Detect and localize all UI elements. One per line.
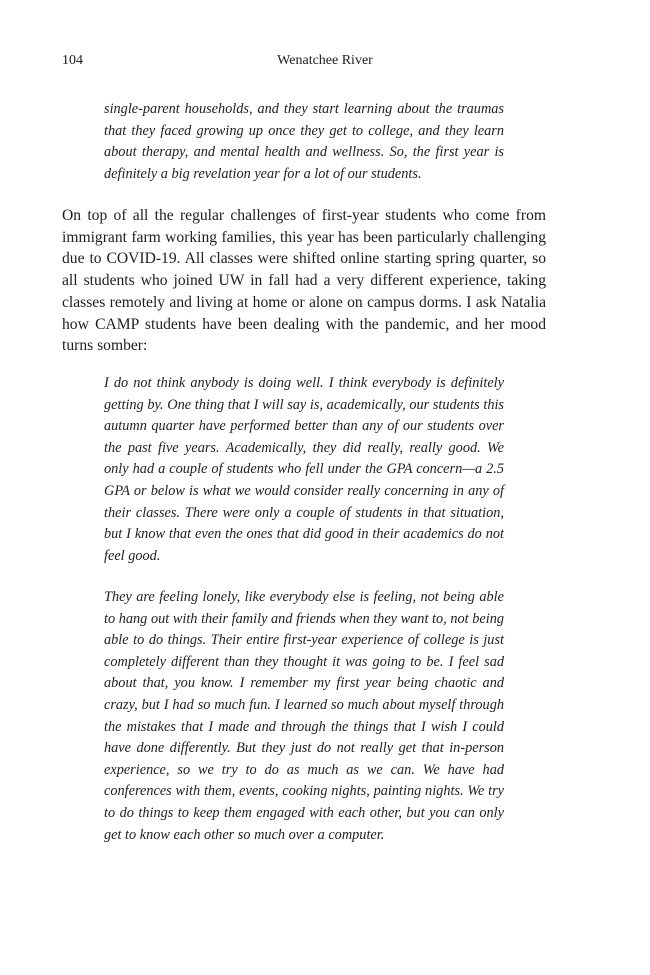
block-quote-natalia-2: They are feeling lonely, like everybody else is feeling, not being able to hang out with their family and friends when they want to, not being able to do things. Their entire first-year experience of college is just completely different than they thought it was going to be. I feel sad about that, you know. I remember my first year being chaotic and crazy, but I had so much fun. I learned so much about myself through the mistakes that I made and through the things that I wish I could have done differently. But they just do not really get that in-person experience, so we try to do as much as we can. We have had conferences with them, events, cooking nights, painting nights. We try to do things to keep them engaged with each other, but you can only get to know each other so much over a computer. bbox=[104, 589, 504, 843]
block-quote-continued: single-parent households, and they start learning about the traumas that they faced growing up once they get to college, and they learn about therapy, and mental health and wellness. So, the first year is definitely a big revelation year for a lot of our students. bbox=[104, 101, 504, 182]
block-quote-natalia-1: I do not think anybody is doing well. I think everybody is definitely getting by. One thing that I will say is, academically, our students this autumn quarter have performed better than any of our students over the past five years. Academically, they did really, really good. We only had a couple of students who fell under the GPA concern—a 2.5 GPA or below is what we would consider really concerning in any of their classes. There were only a couple of students in that situation, but I know that even the ones that did good in their academics do not feel good. bbox=[104, 375, 504, 564]
page-number: 104 bbox=[62, 53, 83, 68]
running-title: Wenatchee River bbox=[277, 53, 373, 68]
body-paragraph: On top of all the regular challenges of first-year students who come from immigrant farm working families, this year has been particularly challenging due to COVID-19. All classes were shifted online starting spring quarter, so all students who joined UW in fall had a very different experience, taking classes remotely and living at home or alone on campus dorms. I ask Natalia how CAMP students have been dealing with the pandemic, and her mood turns somber: bbox=[62, 207, 546, 355]
